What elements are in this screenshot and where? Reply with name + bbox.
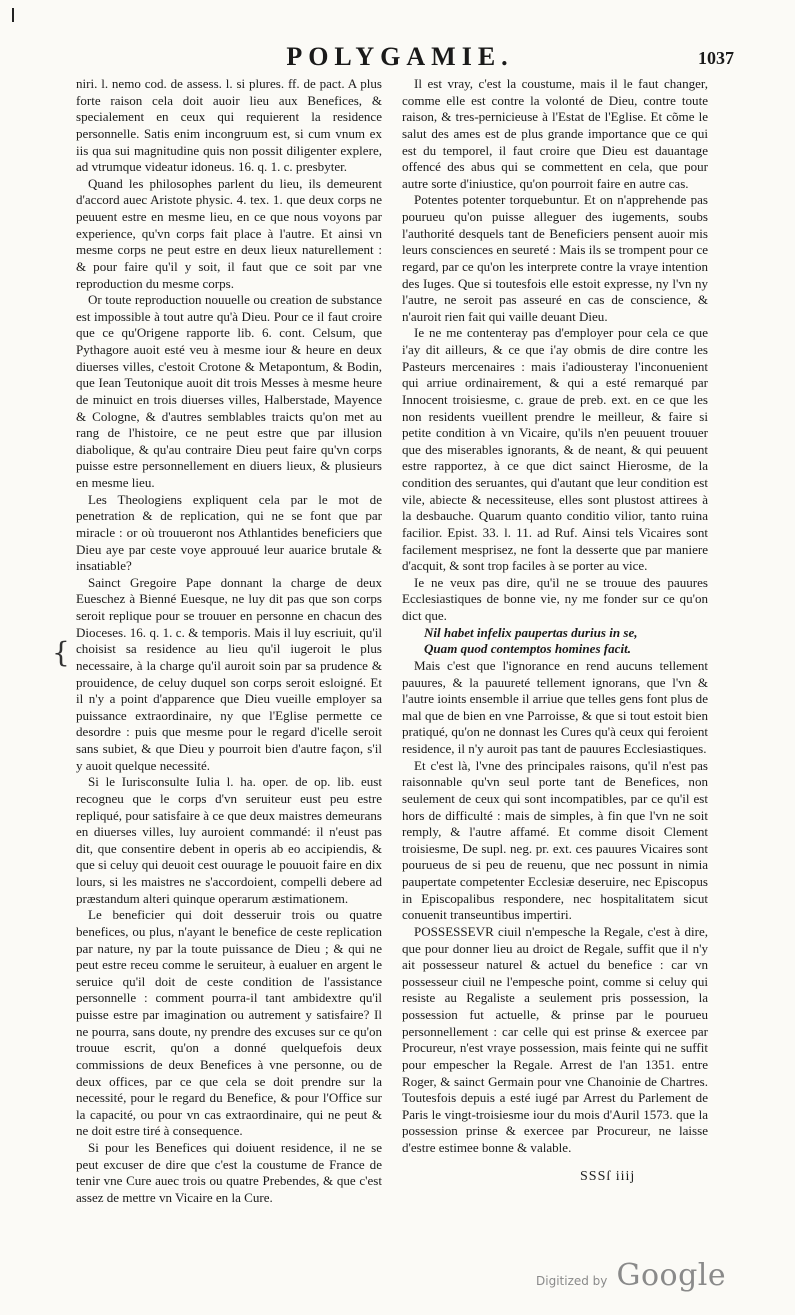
right-column — [402, 76, 708, 1176]
watermark-prefix: Digitized by — [536, 1274, 608, 1288]
left-column — [76, 76, 382, 1205]
page-header — [80, 42, 734, 78]
page-number: 1037 — [698, 48, 734, 68]
paragraph: Si le Iurisconsulte Iulia l. ha. oper. de op. lib. eust recogneu que le corps d'vn seruiteur eust peu estre repliqué, pour satisfaire à ce que deux maistres demeurans en diuerses villes, luy auroient commandé: il n'eust pas dit, que consentire debent in operis ab eo accipiendis, & que si celuy qui deuoit cest ouurage le pouuoit faire en dix lours, si les maistres ne s'accordoient, compelli debere ad præstandum alteri quinque operarum æstimationem. — [76, 774, 382, 906]
paragraph: POSSESSEVR ciuil n'empesche la Regale, c'est à dire, que pour donner lieu au droict de Regale, suffit que il n'y ait possesseur naturel & actuel du benefice : car vn possesseur ciuil ne l'empesche point, comme si celuy qui resiste au Regaliste a seulement pris possession, la possession fut actuelle, & prinse par le pourueu personnellement : car celle qui est prinse & exercee par Procureur, n'est vraye possession, mais feinte qui ne suffit pour empescher la Regale. Arrest de l'an 1351. entre Roger, & sainct Germain pour vne Chanoinie de Chartres. Toutesfois depuis a esté iugé par Arrest du Parlement de Paris le vingt-troisiesme iour du mois d'Auril 1573. que la possession prinse & exercee par Procureur, ne laisse d'estre estimee bonne & valable. — [402, 923, 708, 1155]
running-title: POLYGAMIE. — [286, 42, 514, 71]
digitization-watermark — [536, 1258, 726, 1298]
page-corner-mark — [12, 8, 14, 22]
paragraph: Ie ne veux pas dire, qu'il ne se trouue des pauures Ecclesiastiques de bonne vie, ny me fonder sur ce qu'on dict que. — [402, 574, 708, 623]
verse-line: Nil habet infelix paupertas durius in se, — [424, 624, 638, 640]
signature-mark: SSSſ iiij — [580, 1169, 636, 1184]
paragraph: Quand les philosophes parlent du lieu, ils demeurent d'accord auec Aristote physic. 4. tex. 1. que deux corps ne peuuent estre en mesme lieu, en ce que nous voyons par experience, qu'vn corps fait place à l'autre. Et ainsi vn mesme corps ne peut estre en deux lieux naturellement : & pour faire qu'il y soit, il faut que ce soit par vne reproduction du mesme corps. — [76, 175, 382, 291]
paragraph: Les Theologiens expliquent cela par le mot de penetration & de replication, qui ne se font que par miracle : or où trouueront nos Athlantides beneficiers que Dieu aye par ceste voye approuué leur auarice brutale & insatiable? — [76, 491, 382, 574]
paragraph: Sainct Gregoire Pape donnant la charge de deux Eueschez à Bienné Euesque, ne luy dit pas que son corps seroit replique pour se trouuer en personne en chacun des Dioceses. 16. q. 1. c. & temporis. Mais il luy escriuit, qu'il choisist sa residence au lieu qu'il iugeroit le plus necessaire, à la charge qu'il auroit soin par sa prudence & prouidence, de celuy duquel son corps seroit esloigné. Et il n'y a point d'apparence que Dieu vueille employer sa puissance extraordinaire, ny que l'Eglise permette ce desordre : puis que mesme pour le regard d'icelle seroit sans subiet, & que Dieu y pourroit bien d'autre façon, s'il y auoit quelque necessité. — [76, 574, 382, 773]
verse-line: Quam quod contemptos homines facit. — [424, 641, 631, 657]
paragraph: Ie ne me contenteray pas d'employer pour cela ce que i'ay dit ailleurs, & ce que i'ay obmis de dire contre les Pasteurs mercenaires : mais i'adiousteray l'inconuenient qui arriue ordinairement, & qui a esté remarqué par Innocent troisiesme, c. graue de preb. ext. en ce que les non residents vueillent prendre le meilleur, & faire si petite condition à vn Vicaire, qu'ils n'en peuuent trouuer que des miserables ignorants, & de neant, & qui peuuent estre rapportez, à ce que dict sainct Hierosme, de la condition des seruantes, qui d'autant que leur condition est vile, abiecte & necessiteuse, elles sont plustost attirees à la desbauche. Quarum quanto conditio vilior, tanto ruina facilior. Epist. 33. l. 11. ad Ruf. Ainsi tels Vicaires sont facilement mesprisez, ne font la desserte que par maniere d'acquit, & sont trop faciles à se porter au vice. — [402, 325, 708, 574]
paragraph: Il est vray, c'est la coustume, mais il le faut changer, comme elle est contre la volonté de Dieu, contre toute raison, & tres-pernicieuse à l'Estat de l'Eglise. Et cõme le salut des ames est de plus grande importance que ce qui est du temporel, il faut croire que Dieu est dauantage offencé des abus qui se commettent en cela, que pour autre sorte d'iniustice, qu'on pourroit faire en autre cas. — [402, 76, 708, 191]
paragraph: Et c'est là, l'vne des principales raisons, qu'il n'est pas raisonnable qu'vn seul porte tant de Benefices, non seulement de ceux qui sont incompatibles, par ce qu'il est hors de difficulté : mais de simples, à fin que l'vn ne soit remply, & l'autre affamé. Et comme disoit Clement troisiesme, De supl. neg. pr. ext. ces pauures Vicaires sont pourueus de si peu de reuenu, que nec possunt in nimia paupertate competenter Ecclesiæ deseruire, nec Episcopus in Episcopalibus respondere, nec hospitalitatem sicut conuenit transeuntibus impertiri. — [402, 757, 708, 923]
paragraph: Si pour les Benefices qui doiuent residence, il ne se peut excuser de dire que c'est la coustume de France de tenir vne Cure auec trois ou quatre Prebendes, & que c'est assez de mettre vn Vicaire en la Cure. — [76, 1140, 382, 1205]
paragraph: Potentes potenter torquebuntur. Et on n'apprehende pas pourueu qu'on puisse alleguer des iugements, soubs l'authorité desquels tant de Beneficiers pensent auoir mis leurs consciences en seureté : Mais ils se trompent pour ce regard, par ce qu'on les interprete contre la vraye intention des Iuges. Que si toutesfois elle estoit expresse, ny l'vn ny l'autre, ne seroit pas asseuré en cas de conscience, & n'auroit rien fait qui vaille deuant Dieu. — [402, 192, 708, 324]
paragraph: niri. l. nemo cod. de assess. l. si plures. ff. de pact. A plus forte raison cela doit auoir lieu aux Benefices, & specialement en ceux qui requierent la residence personnelle. Satis enim incongruum est, si cum vnum ex iis qua sui magnitudine quis non possit diligenter explere, ad vtrumque videatur idoneus. 16. q. 1. c. presbyter. — [76, 76, 382, 175]
google-logo: Google — [616, 1258, 727, 1293]
paragraph: Le beneficier qui doit desseruir trois ou quatre benefices, ou plus, n'ayant le benefice de ceste replication par nature, ny par la toute puissance de Dieu ; & qui ne peut estre receu comme le seruiteur, à eualuer en argent le seruice qu'il doit de ceste condition de l'assistance personnelle : comment pourra-il tant ambidextre qu'il puisse estre par imagination ou autrement y satisfaire? Il ne pourra, sans doute, ny prendre des excuses sur ce qu'on trouue escrit, qu'on a donné quelquefois deux commissions de deux Benefices à vne personne, ou de deux offices, par ce que cela se doit prendre sur la necessité, pour le regard du Benefice, & pour l'Office sur la capacité, ou pour vn cas extraordinaire, qui ne peut & ne doit estre tiré à consequence. — [76, 907, 382, 1139]
margin-bracket-mark: { — [52, 636, 70, 669]
paragraph: Or toute reproduction nouuelle ou creation de substance est impossible à tout autre qu'à Dieu. Pour ce il faut croire que ce qu'Origene rapporte lib. 6. cont. Celsum, que Pythagore auoit esté veu à mesme iour & heure en deux diuerses villes, c'estoit Crotone & Metapontum, & Bodin, que Iean Teutonique auoit dit trois Messes à mesme heure de minuict en trois diuerses villes, Halberstade, Mayence & Cologne, & d'autres semblables traicts qu'on met au rang de l'histoire, ce ne peut estre que par illusion diabolique, & qu'au contraire Dieu peut faire qu'vn corps puisse estre personnellement en diuers lieux, & plusieurs en mesme lieu. — [76, 292, 382, 490]
paragraph: Mais c'est que l'ignorance en rend aucuns tellement pauures, & la pauureté tellement ignorans, que l'vn & l'autre ioints ensemble il arriue que telles gens font plus de mal que de bien en vne Parroisse, & que si tout estoit bien pratiqué, qu'on ne donnast les Cures qu'à ceux qui feroient residence, il n'y auroit pas tant de pauures Ecclesiastiques. — [402, 657, 708, 756]
